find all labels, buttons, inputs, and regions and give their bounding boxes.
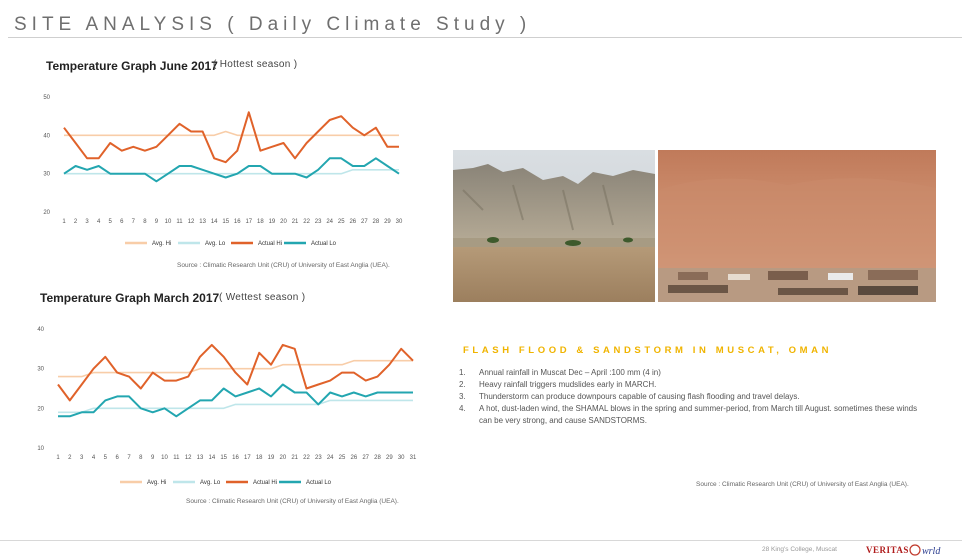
y-tick-label: 40	[43, 133, 50, 140]
flash-flood-photo	[453, 150, 655, 302]
sandstorm-photo	[658, 150, 936, 302]
x-tick-label: 28	[374, 455, 381, 461]
x-tick-label: 7	[131, 219, 135, 225]
x-tick-label: 22	[303, 219, 310, 225]
x-tick-label: 11	[176, 219, 183, 225]
march-chart-title: Temperature Graph March 2017	[40, 291, 220, 305]
x-tick-label: 10	[161, 455, 168, 461]
y-tick-label: 40	[37, 327, 44, 333]
legend-label: Avg. Lo	[200, 480, 221, 486]
y-tick-label: 50	[43, 95, 50, 101]
page-title: SITE ANALYSIS ( Daily Climate Study )	[14, 14, 532, 35]
x-tick-label: 6	[115, 455, 119, 461]
x-tick-label: 25	[338, 455, 346, 461]
x-tick-label: 14	[208, 455, 216, 461]
x-tick-label: 2	[73, 219, 78, 225]
x-tick-label: 21	[291, 219, 299, 225]
flood-sandstorm-heading: FLASH FLOOD & SANDSTORM IN MUSCAT, OMAN	[463, 345, 833, 356]
x-tick-label: 13	[199, 219, 206, 225]
june-chart-source: Source : Climatic Research Unit (CRU) of University of East Anglia (UEA).	[177, 262, 390, 269]
title-divider	[8, 37, 962, 38]
list-item: 4. A hot, dust-laden wind, the SHAMAL blows in the spring and summer-period, from March till August. sometimes these winds can be very strong, and cause SANDSTORMS.	[459, 404, 918, 425]
x-tick-label: 19	[268, 219, 276, 225]
x-tick-label: 26	[349, 219, 357, 225]
y-tick-label: 30	[43, 171, 50, 178]
x-tick-label: 9	[154, 219, 159, 225]
series-line-actual-hi	[64, 112, 399, 162]
x-tick-label: 6	[120, 219, 124, 225]
x-tick-label: 21	[291, 455, 299, 461]
legend-label: Avg. Hi	[147, 480, 167, 486]
x-tick-label: 5	[108, 219, 112, 225]
x-tick-label: 10	[164, 219, 172, 225]
x-tick-label: 1	[62, 219, 66, 225]
x-tick-label: 27	[362, 455, 370, 461]
x-tick-label: 31	[409, 455, 417, 461]
x-tick-label: 11	[173, 455, 180, 461]
climate-facts-list	[459, 367, 919, 427]
x-tick-label: 25	[337, 219, 345, 225]
x-tick-label: 30	[395, 219, 403, 225]
x-tick-label: 15	[222, 219, 230, 225]
x-tick-label: 24	[326, 219, 334, 225]
legend-label: Actual Hi	[258, 241, 283, 247]
x-tick-label: 2	[68, 455, 72, 461]
x-tick-label: 18	[255, 455, 263, 461]
x-tick-label: 9	[150, 455, 155, 461]
x-tick-label: 17	[245, 219, 253, 225]
svg-text:wrld: wrld	[922, 546, 941, 557]
x-tick-label: 17	[243, 455, 251, 461]
x-tick-label: 30	[397, 455, 405, 461]
legend-label: Avg. Hi	[152, 241, 172, 247]
y-tick-label: 20	[43, 210, 50, 216]
y-tick-label: 30	[37, 366, 44, 373]
june-temperature-chart	[30, 85, 440, 260]
legend-label: Actual Hi	[253, 480, 278, 486]
series-line-avg-lo	[58, 400, 413, 412]
x-tick-label: 19	[267, 455, 275, 461]
x-tick-label: 4	[96, 219, 101, 225]
legend-label: Avg. Lo	[205, 241, 226, 247]
x-tick-label: 5	[103, 455, 108, 461]
x-tick-label: 8	[143, 219, 147, 225]
x-tick-label: 12	[187, 219, 195, 225]
june-chart-subtitle: ( Hottest season )	[213, 59, 298, 70]
world-logo-icon	[908, 543, 956, 557]
y-tick-label: 20	[37, 406, 44, 413]
veritas-logo: VERITAS	[866, 545, 909, 555]
x-tick-label: 16	[233, 219, 241, 225]
x-tick-label: 20	[279, 455, 287, 461]
x-tick-label: 26	[350, 455, 358, 461]
x-tick-label: 8	[139, 455, 143, 461]
x-tick-label: 29	[384, 219, 391, 225]
x-tick-label: 24	[326, 455, 334, 461]
x-tick-label: 22	[303, 455, 310, 461]
legend-label: Actual Lo	[311, 241, 337, 247]
march-chart-subtitle: ( Wettest season )	[219, 292, 306, 303]
x-tick-label: 14	[210, 219, 218, 225]
x-tick-label: 4	[91, 455, 96, 461]
x-tick-label: 27	[361, 219, 368, 225]
x-tick-label: 29	[385, 455, 393, 461]
series-line-actual-lo	[64, 158, 399, 181]
x-tick-label: 16	[232, 455, 239, 461]
x-tick-label: 18	[257, 219, 264, 225]
x-tick-label: 7	[127, 455, 131, 461]
x-tick-label: 28	[372, 219, 380, 225]
list-item: 3. Thunderstorm can produce downpours capable of causing flash flooding and travel delays.	[459, 392, 800, 401]
x-tick-label: 1	[56, 455, 60, 461]
x-tick-label: 23	[314, 219, 322, 225]
x-tick-label: 23	[314, 455, 322, 461]
series-line-avg-hi	[64, 132, 399, 136]
list-item: 2. Heavy rainfall triggers mudslides early in MARCH.	[459, 380, 657, 389]
x-tick-label: 13	[196, 455, 204, 461]
x-tick-label: 15	[220, 455, 228, 461]
footer-page-label: 28 King's College, Muscat	[762, 546, 837, 553]
x-tick-label: 20	[280, 219, 287, 225]
footer-divider	[0, 540, 962, 541]
june-chart-title: Temperature Graph June 2017	[46, 59, 218, 73]
march-temperature-chart	[30, 322, 440, 492]
x-tick-label: 3	[79, 455, 84, 461]
y-tick-label: 10	[37, 446, 44, 452]
list-item: 1. Annual rainfall in Muscat Dec – April :100 mm (4 in)	[459, 368, 661, 377]
legend-label: Actual Lo	[306, 480, 332, 486]
x-tick-label: 12	[184, 455, 192, 461]
x-tick-label: 3	[85, 219, 89, 225]
march-chart-source: Source : Climatic Research Unit (CRU) of University of East Anglia (UEA).	[186, 498, 399, 505]
flood-source: Source : Climatic Research Unit (CRU) of University of East Anglia (UEA).	[696, 481, 909, 488]
